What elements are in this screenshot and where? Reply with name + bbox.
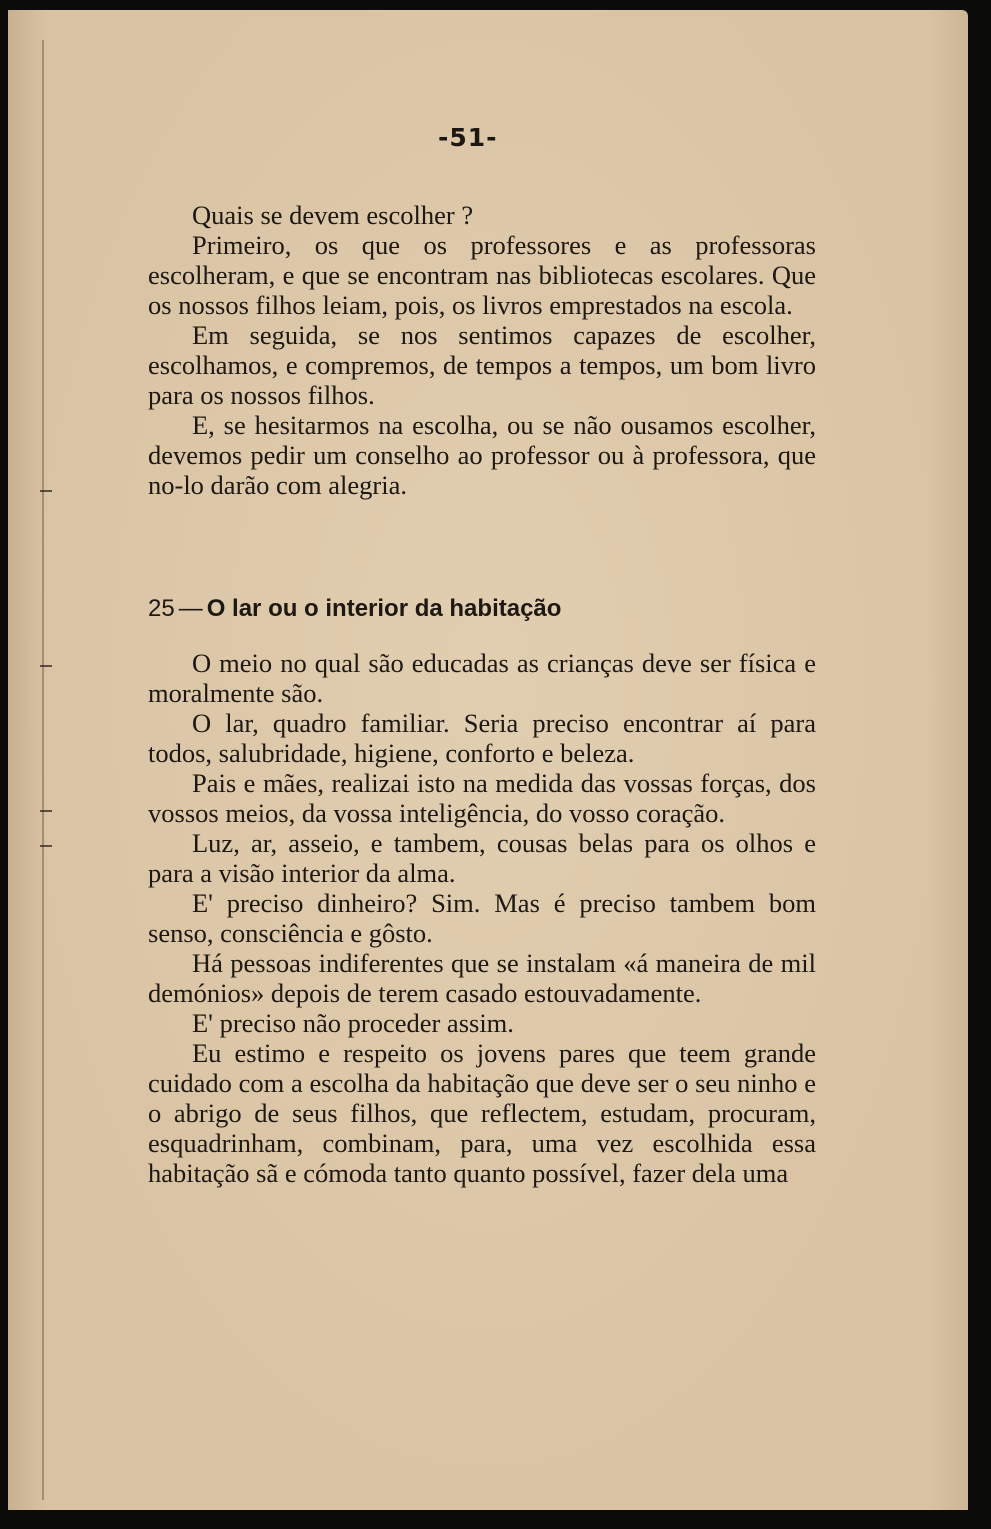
section-title: O lar ou o interior da habitação (206, 595, 562, 622)
spine-mark (40, 490, 52, 492)
paragraph: Pais e mães, realizai isto na medida das vossas forças, dos vossos meios, da vossa inteligência, do vosso coração. (148, 768, 816, 828)
paragraph: E' preciso não proceder assim. (192, 1008, 514, 1038)
page-number: -51- (438, 123, 498, 152)
paragraph: Há pessoas indiferentes que se instalam «á maneira de mil demónios» depois de terem casado estouvadamente. (148, 948, 816, 1008)
paragraph: Em seguida, se nos sentimos capazes de escolher, escolhamos, e compremos, de tempos a tempos, um bom livro para os nossos filhos. (148, 320, 816, 410)
section-home-interior (148, 648, 816, 1188)
spine-fold-line (42, 40, 44, 1500)
paragraph: Primeiro, os que os professores e as professoras escolheram, e que se encontram nas bibliotecas escolares. Que os nossos filhos leiam, pois, os livros emprestados na escola. (148, 230, 816, 320)
paragraph: Luz, ar, asseio, e tambem, cousas belas para os olhos e para a visão interior da alma. (148, 828, 816, 888)
spine-mark (40, 810, 52, 812)
paragraph: Quais se devem escolher ? (192, 200, 474, 230)
paragraph: E, se hesitarmos na escolha, ou se não ousamos escolher, devemos pedir um conselho ao professor ou à professora, que no-lo darão com alegria. (148, 410, 816, 500)
section-choosing-books (148, 200, 816, 500)
section-heading (148, 595, 816, 623)
spine-mark (40, 665, 52, 667)
paragraph: O meio no qual são educadas as crianças deve ser física e moralmente são. (148, 648, 816, 708)
section-number: 25 (148, 595, 175, 622)
paragraph: Eu estimo e respeito os jovens pares que teem grande cuidado com a escolha da habitação que deve ser o seu ninho e o abrigo de seus filhos, que reflectem, estudam, procuram, esquadrinham, combinam, para, uma vez escolhida essa habitação sã e cómoda tanto quanto possível, fazer dela uma (148, 1038, 816, 1188)
heading-dash: — (178, 595, 203, 622)
paragraph: O lar, quadro familiar. Seria preciso encontrar aí para todos, salubridade, higiene, conforto e beleza. (148, 708, 816, 768)
paragraph: E' preciso dinheiro? Sim. Mas é preciso tambem bom senso, consciência e gôsto. (148, 888, 816, 948)
spine-mark (40, 845, 52, 847)
